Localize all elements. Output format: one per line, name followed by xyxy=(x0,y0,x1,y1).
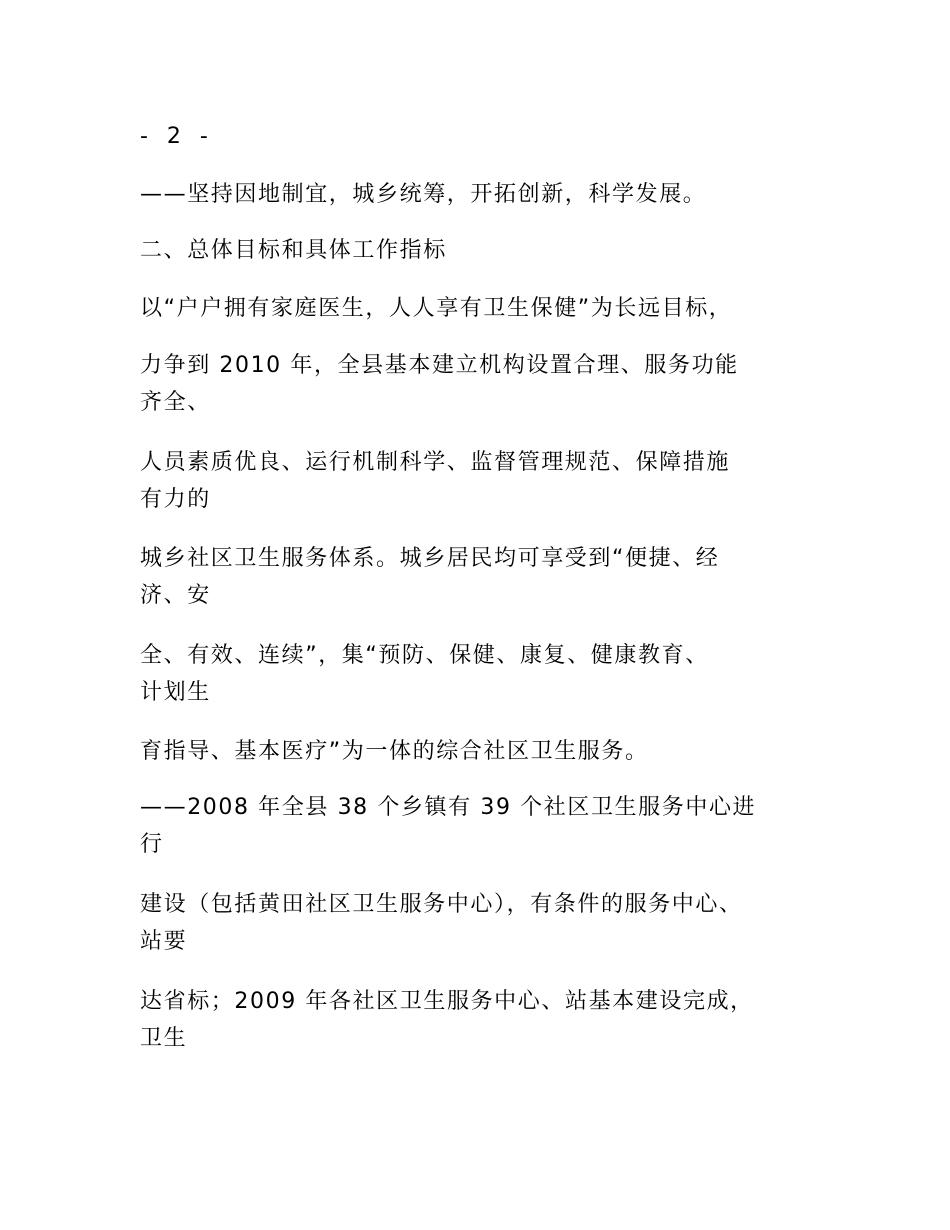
text-line: 济、安 xyxy=(140,583,211,608)
text-line: 力争到 2010 年，全县基本建立机构设置合理、服务功能 xyxy=(140,353,739,378)
page-number: - 2 - xyxy=(140,124,214,149)
text-line: ——2008 年全县 38 个乡镇有 39 个社区卫生服务中心进 xyxy=(140,795,757,820)
text-line: 人员素质优良、运行机制科学、监督管理规范、保障措施 xyxy=(140,450,731,475)
text-line: 建设（包括黄田社区卫生服务中心），有条件的服务中心、 xyxy=(140,892,743,917)
text-line: 行 xyxy=(140,832,164,857)
text-line: 全、有效、连续”，集“预防、保健、康复、健康教育、 xyxy=(140,643,709,668)
text-line: 城乡社区卫生服务体系。城乡居民均可享受到“便捷、经 xyxy=(140,546,720,571)
text-line: 达省标；2009 年各社区卫生服务中心、站基本建设完成， xyxy=(140,989,754,1014)
text-line: 有力的 xyxy=(140,487,211,512)
text-line: 卫生 xyxy=(140,1026,188,1051)
text-line: 育指导、基本医疗”为一体的综合社区卫生服务。 xyxy=(140,739,649,764)
text-line: 齐全、 xyxy=(140,390,211,415)
text-line: 计划生 xyxy=(140,680,211,705)
section-heading: 二、总体目标和具体工作指标 xyxy=(140,238,447,263)
text-line: ——坚持因地制宜，城乡统筹，开拓创新，科学发展。 xyxy=(140,182,707,207)
text-line: 以“户户拥有家庭医生，人人享有卫生保健”为长远目标， xyxy=(140,296,733,321)
text-line: 站要 xyxy=(140,929,188,954)
